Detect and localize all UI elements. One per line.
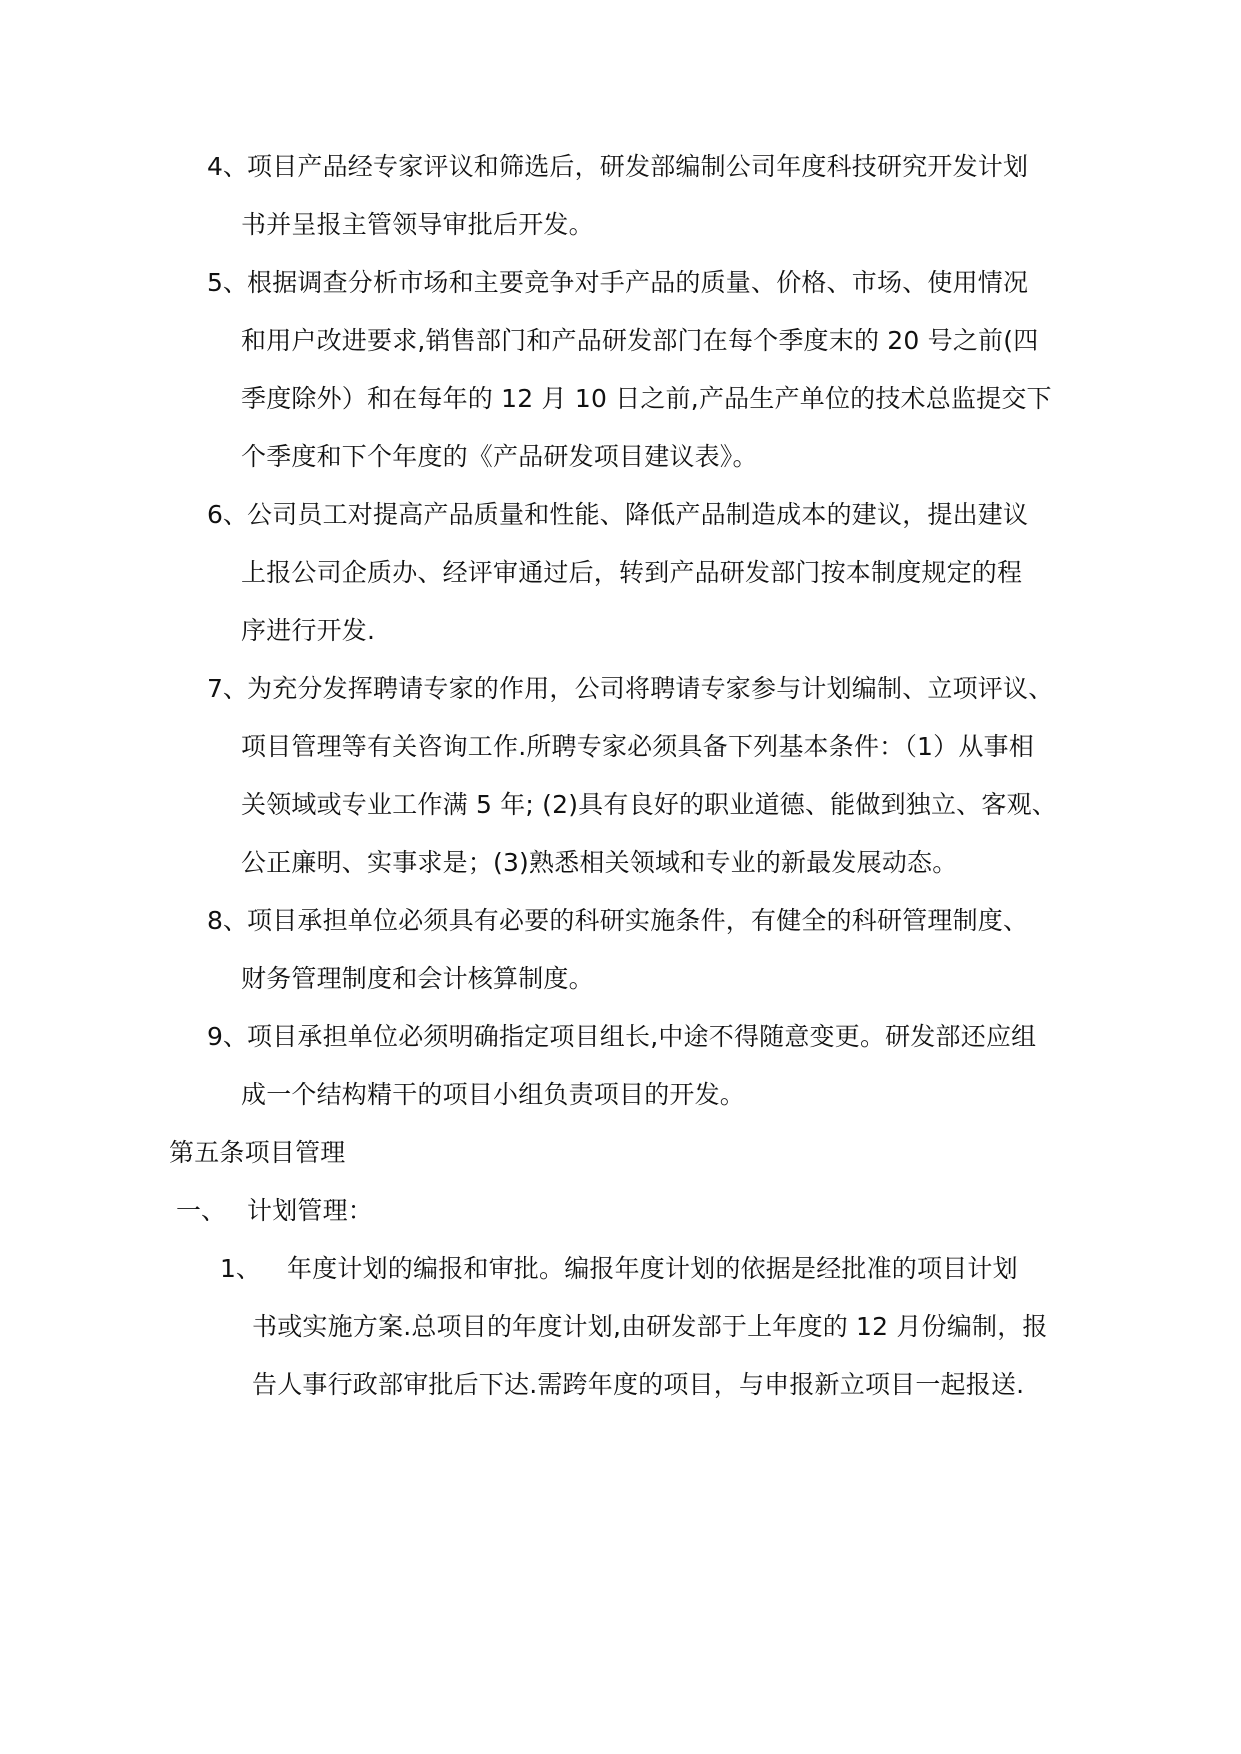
item-line: 个季度和下个年度的《产品研发项目建议表》。: [241, 442, 758, 471]
item-line: 书并呈报主管领导审批后开发。: [241, 210, 594, 239]
item-line: 项目承担单位必须明确指定项目组长,中途不得随意变更。研发部还应组: [247, 1022, 1037, 1051]
subitem-number: 1、: [220, 1254, 261, 1283]
item-line: 财务管理制度和会计核算制度。: [241, 964, 594, 993]
subitem-line: 书或实施方案.总项目的年度计划,由研发部于上年度的 12 月份编制，报: [252, 1312, 1048, 1341]
subitem-line: 年度计划的编报和审批。编报年度计划的依据是经批准的项目计划: [287, 1254, 1018, 1283]
item-line: 季度除外）和在每年的 12 月 10 日之前,产品生产单位的技术总监提交下: [241, 384, 1052, 413]
item-line: 项目产品经专家评议和筛选后，研发部编制公司年度科技研究开发计划: [247, 152, 1029, 181]
item-number: 6、: [207, 500, 248, 529]
item-number: 8、: [207, 906, 248, 935]
item-line: 和用户改进要求,销售部门和产品研发部门在每个季度末的 20 号之前(四: [241, 326, 1039, 355]
article-heading: 第五条项目管理: [169, 1138, 346, 1167]
item-number: 9、: [207, 1022, 248, 1051]
section-title: 计划管理：: [247, 1196, 374, 1225]
item-line: 公正廉明、实事求是；(3)熟悉相关领域和专业的新最发展动态。: [241, 848, 958, 877]
item-number: 7、: [207, 674, 248, 703]
item-line: 项目管理等有关咨询工作.所聘专家必须具备下列基本条件：（1）从事相: [241, 732, 1034, 761]
item-line: 序进行开发.: [241, 616, 376, 645]
item-line: 根据调查分析市场和主要竞争对手产品的质量、价格、市场、使用情况: [247, 268, 1029, 297]
item-line: 成一个结构精干的项目小组负责项目的开发。: [241, 1080, 746, 1109]
item-line: 上报公司企质办、经评审通过后，转到产品研发部门按本制度规定的程: [241, 558, 1023, 587]
item-line: 项目承担单位必须具有必要的科研实施条件，有健全的科研管理制度、: [247, 906, 1029, 935]
item-number: 4、: [207, 152, 248, 181]
item-line: 公司员工对提高产品质量和性能、降低产品制造成本的建议，提出建议: [247, 500, 1029, 529]
item-line: 为充分发挥聘请专家的作用，公司将聘请专家参与计划编制、立项评议、: [247, 674, 1054, 703]
subitem-line: 告人事行政部审批后下达.需跨年度的项目，与申报新立项目一起报送.: [252, 1370, 1025, 1399]
item-number: 5、: [207, 268, 248, 297]
section-number: 一、: [176, 1196, 227, 1225]
item-line: 关领域或专业工作满 5 年; (2)具有良好的职业道德、能做到独立、客观、: [241, 790, 1057, 819]
